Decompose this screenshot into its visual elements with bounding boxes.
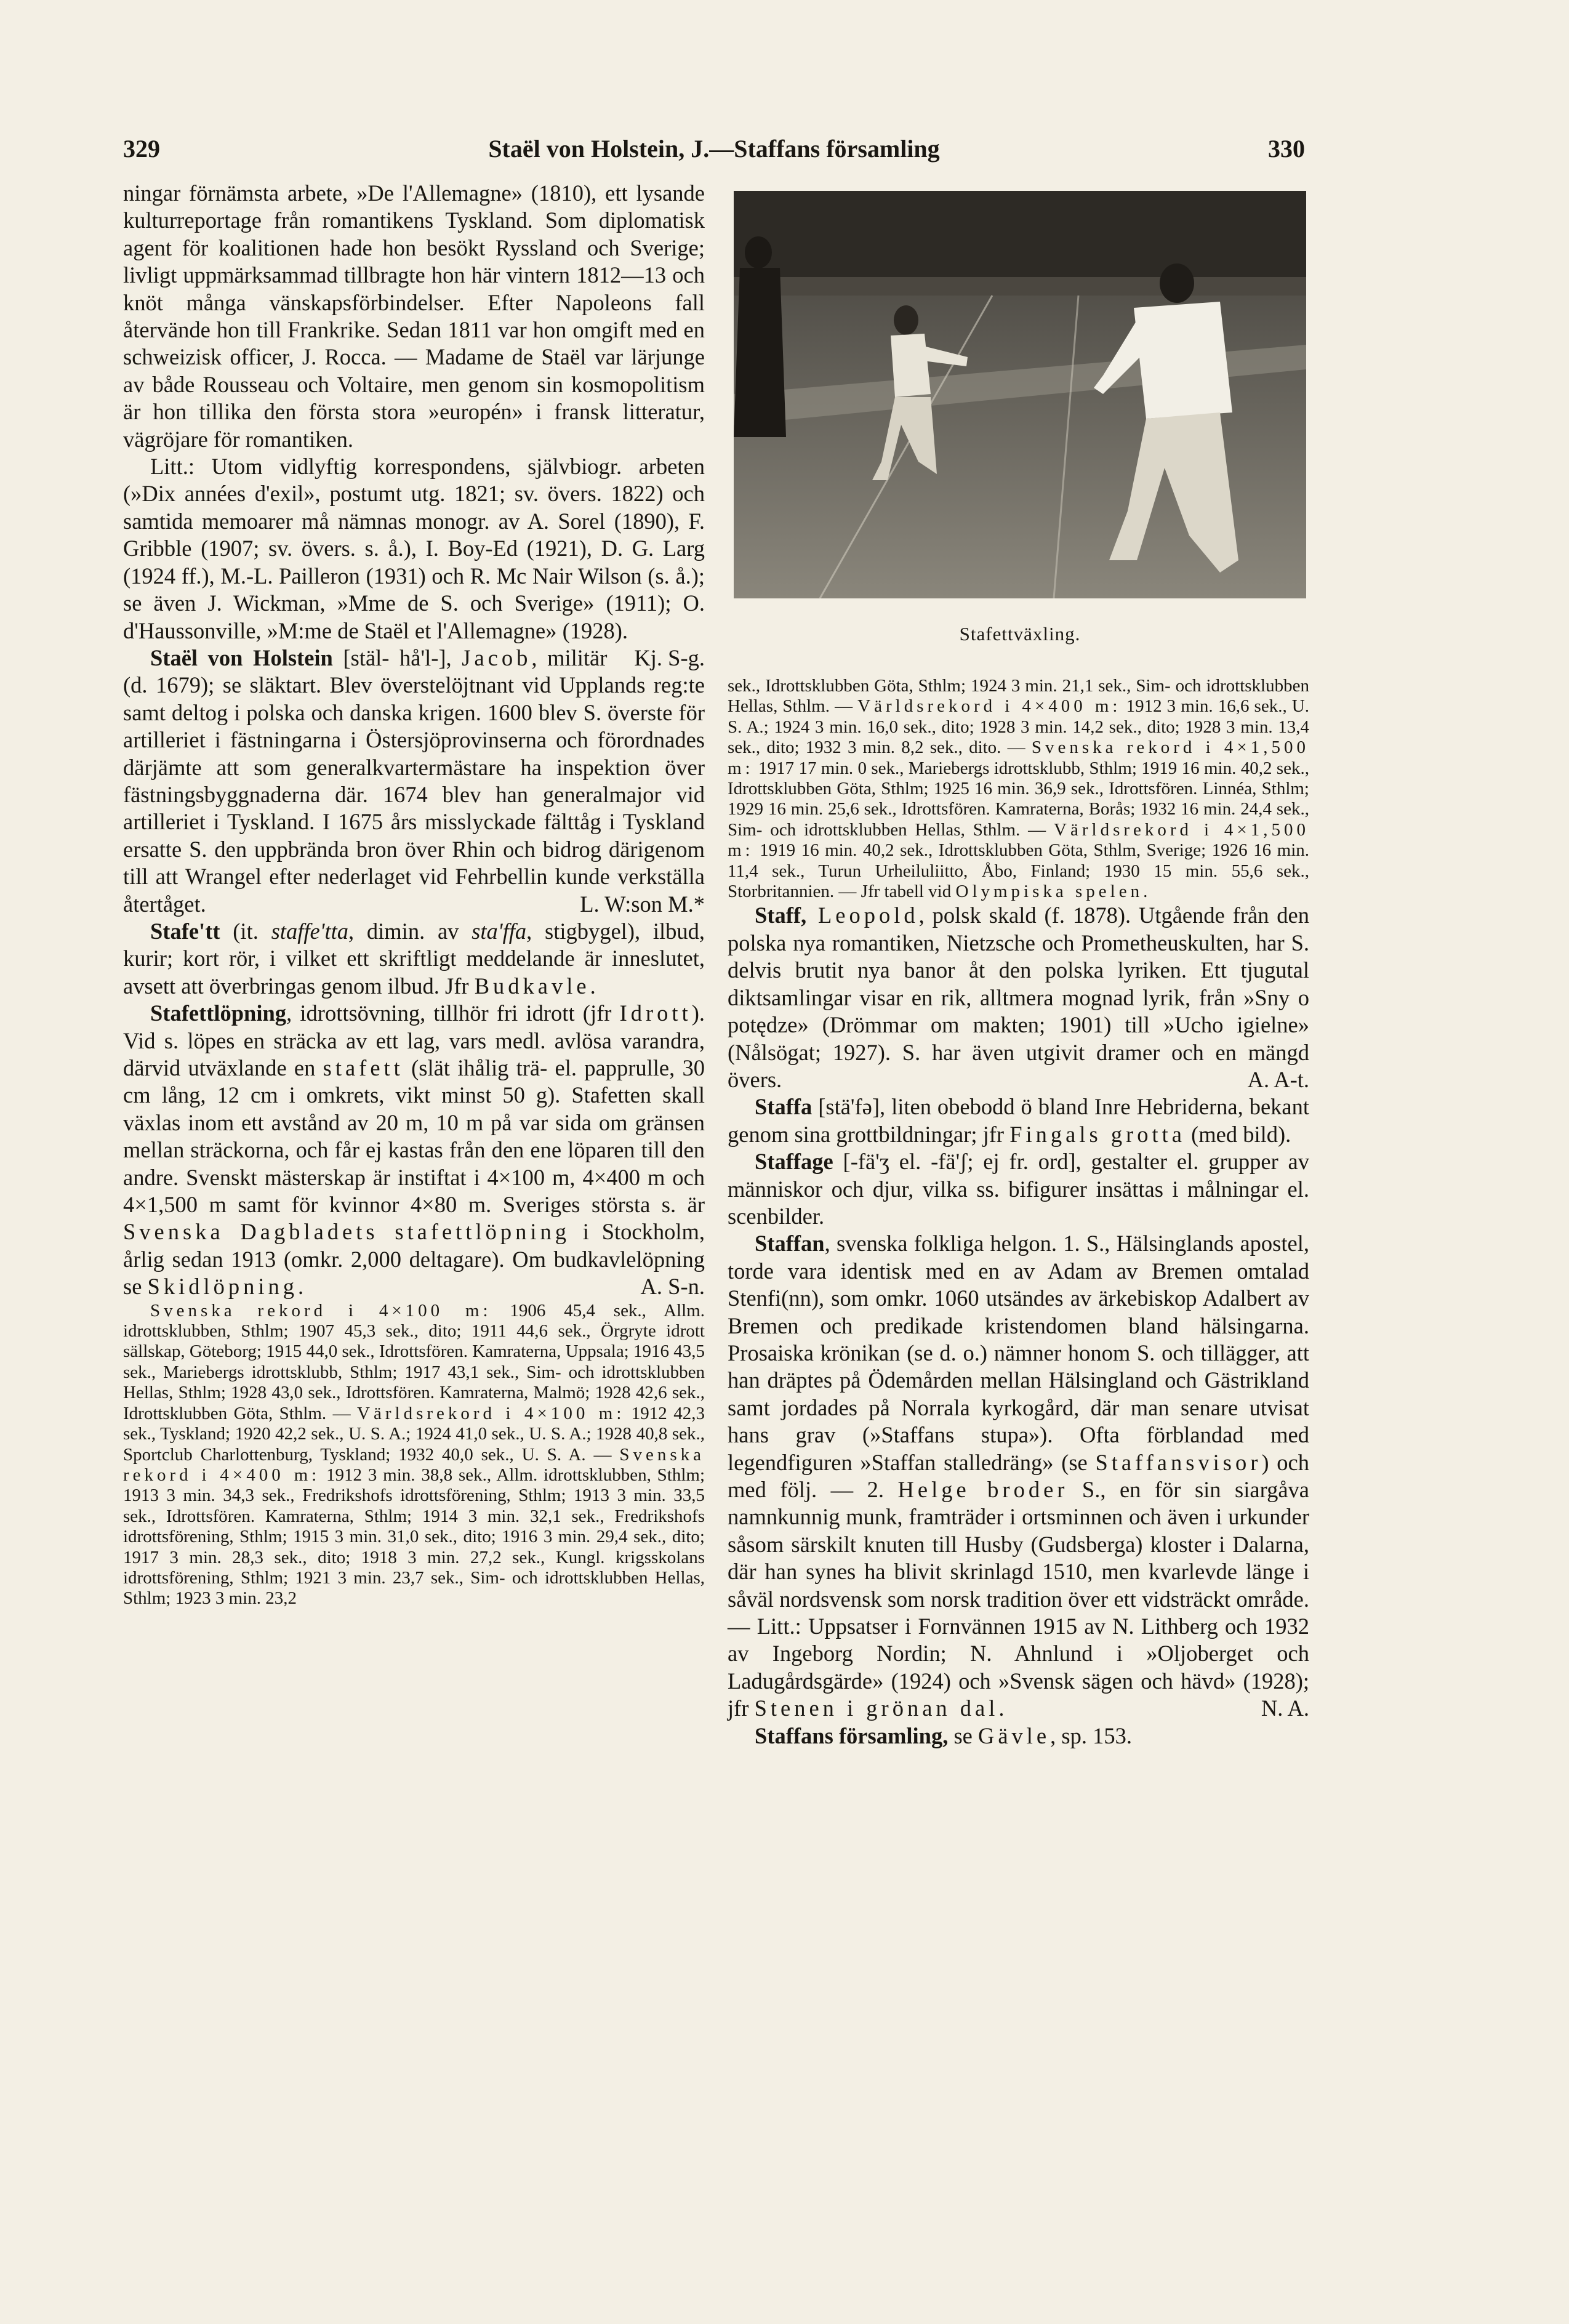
entry-text: se (948, 1723, 978, 1748)
running-title: Staël von Holstein, J.—Staffans församling (488, 135, 940, 163)
etymology-word: sta'ffa (472, 918, 527, 944)
record-text: 1912 3 min. 16,6 sek., U. S. A.; 1924 3 min. 16,0 sek., dito; 1928 3 min. 14,2 sek., dito; 1928 3 min. 13,4 sek., dito; 1932 3 min. 8,2 sek., dito. — (728, 696, 1310, 758)
article-continuation: ningar förnämsta arbete, »De l'Allemagne» (1810), ett lysande kulturreportage från romantikens Tyskland. Som diplomatisk agent för koalitionen hade hon besökt Ryssland och Sverige; livligt uppmärksammad tillbragte hon här vintern 1812—13 och knöt många vänskapsförbindelser. Efter Napoleons fall återvände hon till Frankrike. Sedan 1811 var hon omgift med en schweizisk officer, J. Rocca. — Madame de Staël var lärjunge av både Rousseau och Voltaire, men genom sin kosmopolitism är hon tillika den första stora »europén» i fransk litteratur, vägröjare för romantiken. (123, 180, 705, 452)
etymology-word: staffe'tta (271, 918, 349, 944)
records-list-left (123, 1301, 705, 1609)
entry-headword: Staff, (755, 903, 807, 928)
entry-text: , dimin. av (348, 918, 472, 944)
entry-text: S., en för sin siargåva namnkunnig munk, framträder i ortsminnen och även i urkunder såsom särskilt knuten till Husby (Gudsberga) kloster i Dalarna, där han synes ha blivit skrinlagd 1510, men kvarlevde länge i såväl nordsvensk som norsk tradition över ett vidsträckt område. — Litt.: Uppsatser i Fornvännen 1915 av N. Lithberg och 1932 av Ingeborg Nordin; N. Ahnlund i »Oljoberget och Ladugårdsgärde» (1924) och »Svensk sägen och hävd» (1928); jfr (728, 1477, 1309, 1721)
entry-text: (med bild). (1185, 1121, 1291, 1147)
record-heading: Svenska rekord i 4×1,500 m: (728, 738, 1309, 778)
record-text: sek., Idrottsklubben Göta, Sthlm; 1924 3 min. 21,1 sek., Sim- och idrottsklubben Hellas, Sthlm. — (728, 676, 1309, 717)
entry-staffa (728, 1093, 1309, 1148)
record-heading: Världsrekord i 4×400 m: (857, 696, 1122, 717)
spaced-term: Svenska Dagbladets stafettlöpning (123, 1219, 571, 1245)
record-text: 1919 16 min. 40,2 sek., Idrottsklubben Göta, Sthlm, Sverige; 1926 16 min. 11,4 sek., Turun Urheiluliitto, Åbo, Finland; 1930 15 min. 55,6 sek., Storbritannien. — Jfr tabell vid (728, 840, 1309, 902)
cross-reference: Gävle (977, 1723, 1051, 1748)
cross-reference: Olympiska spelen (955, 882, 1144, 902)
record-text: 1912 3 min. 38,8 sek., Allm. idrottsklubben, Sthlm; 1913 3 min. 34,3 sek., Fredrikshofs idrottsförening, Sthlm; 1913 3 min. 33,5 sek., Idrottsfören. Kamraterna, Sthlm; 1914 3 min. 32,1 sek., Fredrikshofs idrottsförening, Sthlm; 1915 3 min. 31,0 sek., dito; 1916 3 min. 29,4 sek., dito; 1917 3 min. 28,3 sek., dito; 1918 3 min. 27,2 sek., Kungl. krigsskolans idrottsförening, Sthlm; 1921 3 min. 23,7 sek., Sim- och idrottsklubben Hellas, Sthlm; 1923 3 min. 23,2 (123, 1465, 705, 1609)
entry-text: [-fä'ʒ el. -fä'ʃ; ej fr. ord], gestalter el. grupper av människor och djur, vilka ss. bifigurer insättas i målningar el. scenbilder. (728, 1149, 1309, 1229)
cross-reference: Skidlöpning (147, 1274, 299, 1300)
spaced-term: stafett (323, 1055, 404, 1080)
entry-headword: Staffage (755, 1149, 833, 1175)
spaced-term: Helge broder (897, 1477, 1069, 1502)
entry-stael-von-holstein (123, 645, 705, 918)
cross-reference: Idrott (619, 1000, 692, 1026)
record-heading: Svenska rekord i 4×100 m: (150, 1300, 492, 1321)
entry-text: i Stockholm, årlig sedan 1913 (omkr. 2,000 deltagare). Om budkavlelöpning se (123, 1219, 705, 1300)
literature-text: Litt.: Utom vidlyftig korrespondens, självbiogr. arbeten (»Dix années d'exil», postumt utg. 1821; sv. övers. 1822) och samtida memoarer må nämnas monogr. av A. Sorel (1890), F. Gribble (1907; sv. övers. s. å.), I. Boy-Ed (1921), D. G. Larg (1924 ff.), M.-L. Pailleron (1931) och R. Mc Nair Wilson (s. å.); se även J. Wickman, »Mme de S. och Sverige» (1911); O. d'Haussonville, »M:me de Staël et l'Allemagne» (1928). (123, 454, 705, 643)
entry-text: . (590, 973, 596, 999)
entry-headword: Staffa (755, 1094, 813, 1120)
record-text: . (1143, 882, 1148, 902)
author-signature: L. W:son M.* (580, 891, 705, 917)
cross-reference: Fingals grotta (1009, 1121, 1186, 1147)
entry-text: . (998, 1695, 1005, 1721)
entry-headword: Staffans församling, (755, 1723, 949, 1748)
entry-staff (728, 902, 1309, 1093)
entry-text: (it. (220, 918, 271, 944)
entry-text: . (298, 1274, 304, 1300)
entry-text: [stä'fə], liten obebodd ö bland Inre Hebriderna, bekant genom sina grottbildningar; jfr (728, 1094, 1309, 1147)
record-heading: Svenska rekord i 4×400 m: (123, 1444, 705, 1485)
entry-text: , stigbygel), ilbud, kurir; kort rör, i vilket ett skriftligt meddelande är inneslutet, avsett att överbringas genom ilbud. Jfr (123, 918, 705, 999)
author-signature: A. A-t. (1247, 1066, 1309, 1092)
relay-photo (734, 191, 1306, 598)
given-name: Leopold (806, 903, 919, 928)
entry-headword: Staël von Holstein (150, 645, 333, 670)
right-column (728, 676, 1309, 1750)
record-text: 1906 45,4 sek., Allm. idrottsklubben, Sthlm; 1907 45,3 sek., dito; 1911 44,6 sek., Örgryte idrott sällskap, Göteborg; 1915 44,0 sek., Idrottsfören. Kamraterna, Uppsala; 1916 43,5 sek., Mariebergs idrottsklubb, Sthlm; 1917 43,1 sek., Sim- och idrottsklubben Hellas, Sthlm; 1928 43,0 sek., Idrottsfören. Kamraterna, Malmö; 1928 42,6 sek., Idrottsklubben Göta, Sthlm. — (123, 1300, 705, 1423)
entry-text: , svenska folkliga helgon. 1. S., Hälsinglands apostel, torde vara identisk med en av Adam av Bremen omtalad Stenfi(nn), som omkr. 1060 utsändes av ärkebiskop Adalbert av Bremen och predikade kristendomen bland hälsingarna. Prosaiska krönikan (se d. o.) nämner honom S. och tillägger, att han dräptes på Ödemården mellan Hälsingland och Gästrikland samt jordades på Norrala kyrkogård, där man senare utvisat hans grav (»Staffans stupa»). Ofta förblandad med legendfiguren »Staffan stalledräng» (se (728, 1231, 1309, 1475)
entry-stafett (123, 918, 705, 1000)
entry-staffage (728, 1148, 1309, 1230)
entry-stafettlopning (123, 1000, 705, 1300)
figure-caption: Stafettväxling. (959, 623, 1081, 645)
given-name: Jacob (462, 645, 532, 670)
entry-staffans-forsamling (728, 1723, 1309, 1750)
photo-illustration (734, 191, 1306, 598)
entry-text: , militär (d. 1679); se släktart. Blev överstelöjtnant vid Upplands reg:te samt deltog i polska och danska krigen. 1600 blev S. överste för artilleriet i fästningarna i Östersjöprovinserna och förordnades därjämte att som generalkvartermästare ha inspektion över fästningsbyggnaderna där. 1674 blev han generalmajor vid artilleriet i Tyskland. I 1675 års misslyckade fälttåg i Tyskland ersatte S. den uppbrända bron över Rhin och bidrog därigenom till att Wrangel efter nederlaget vid Fehrbellin kunde verkställa återtåget. (123, 645, 705, 917)
record-text: 1912 42,3 sek., Tyskland; 1920 42,2 sek., U. S. A.; 1924 41,0 sek., U. S. A.; 1928 40,8 sek., Sportclub Charlottenburg, Tyskland; 1932 40,0 sek., U. S. A. — (123, 1403, 705, 1465)
author-signature: N. A. (1261, 1695, 1309, 1721)
cross-reference: Budkavle (474, 973, 590, 999)
entry-text: ) och med följ. — 2. (728, 1449, 1309, 1502)
author-signature: Kj. S-g. (634, 645, 705, 670)
records-list-right (728, 676, 1309, 902)
record-heading: Världsrekord i 4×1,500 m: (728, 819, 1309, 861)
entry-text: , polsk skald (f. 1878). Utgående från den polska nya romantiken, Nietzsche och Prometheuskulten, har S. delvis brutit nya banor åt den polska lyriken. Ett tjugutal diktsamlingar visar en rik, alltmera mognad lyrik, från »Sny o potędze» (Drömmar om makten; 1901) till »Ucho igielne» (Nålsögat; 1927). S. har även utgivit dramer och en mängd övers. (728, 903, 1310, 1092)
entry-text: ). Vid s. löpes en sträcka av ett lag, vars medl. avlösa varandra, därvid utväxlande en (123, 1000, 705, 1080)
pronunciation: [stäl- hå'l-], (332, 645, 462, 670)
entry-headword: Stafettlöpning (150, 1000, 287, 1026)
cross-reference: Stenen i grönan dal (754, 1695, 999, 1721)
left-column (123, 180, 705, 1609)
entry-headword: Stafe'tt (150, 918, 220, 944)
record-text: 1917 17 min. 0 sek., Mariebergs idrottsklubb, Sthlm; 1919 16 min. 40,2 sek., Idrottsklubben Göta, Sthlm; 1925 16 min. 36,9 sek., Idrottsfören. Linnéa, Sthlm; 1929 16 min. 25,6 sek., Idrottsfören. Kamraterna, Borås; 1932 16 min. 24,4 sek., Sim- och idrottsklubben Hellas, Sthlm. — (728, 758, 1309, 840)
entry-text: , sp. 153. (1050, 1723, 1132, 1748)
entry-text: (slät ihålig trä- el. papprulle, 30 cm lång, 12 cm i omkrets, vikt minst 50 g). Stafetten skall växlas inom ett avstånd av 20 m, 10 m på var sida om gränsen mellan sträckorna, och får ej kastas från den ene löparen till den andre. Svenskt mästerskap är instiftat i 4×100 m, 4×400 m och 4×1,500 m samt för kvinnor 4×80 m. Sveriges största s. är (123, 1055, 705, 1218)
page-number-left: 329 (123, 135, 160, 163)
entry-staffan (728, 1230, 1309, 1722)
entry-text: , idrottsövning, tillhör fri idrott (jfr (286, 1000, 620, 1026)
record-heading: Världsrekord i 4×100 m: (357, 1403, 625, 1423)
author-signature: A. S-n. (640, 1274, 705, 1300)
page-header (123, 134, 1305, 171)
cross-reference: Staffansvisor (1095, 1449, 1262, 1475)
page-number-right: 330 (1268, 135, 1305, 163)
entry-headword: Staffan (755, 1231, 825, 1256)
